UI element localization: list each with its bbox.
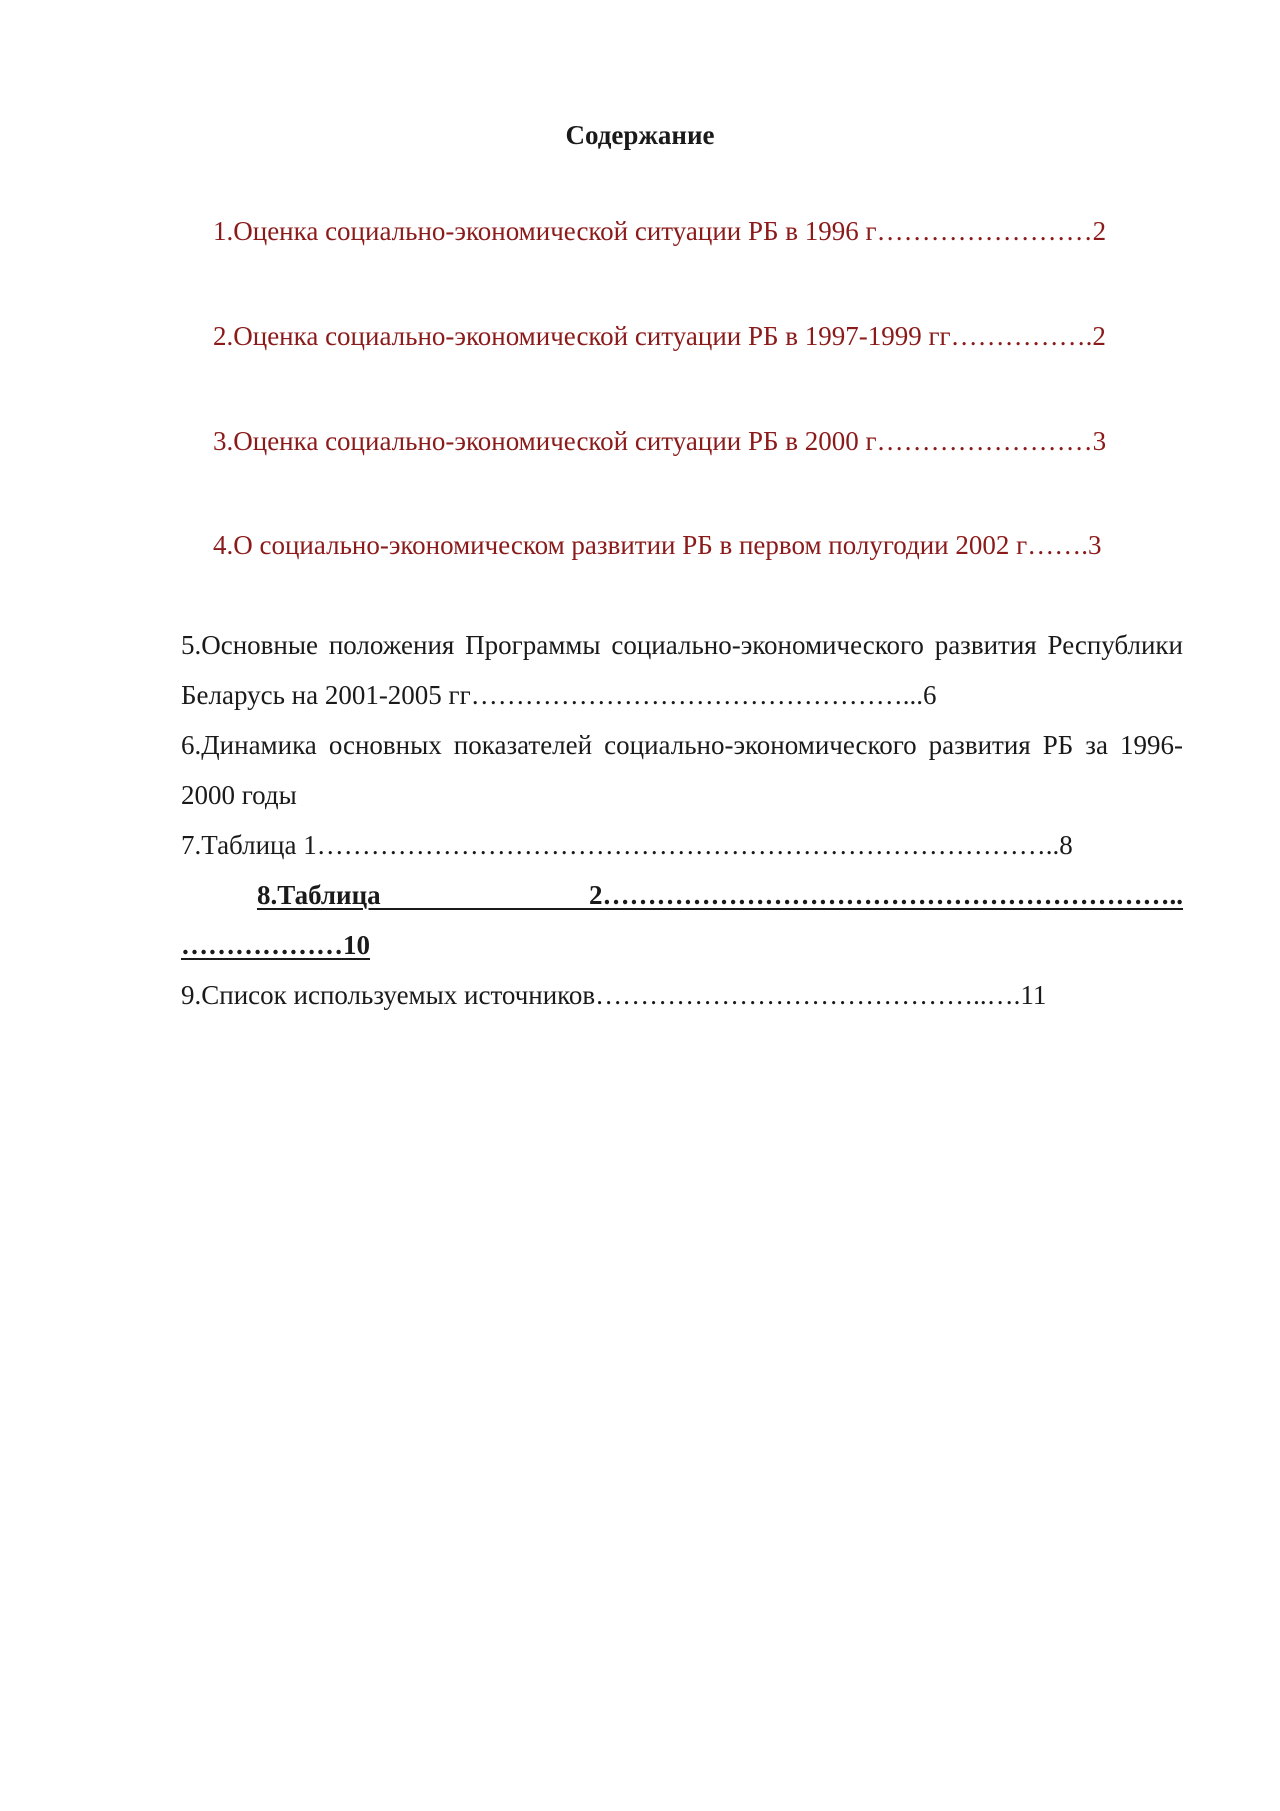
toc-item-8-line-2: ………………10 <box>181 930 370 960</box>
toc-item-8-line-1: 8.Таблица 2……………………………………………………….. <box>257 880 1183 910</box>
toc-item-6: 6.Динамика основных показателей социально-экономического развития РБ за 1996-2000 годы <box>181 730 1183 810</box>
toc-item-5: 5.Основные положения Программы социально-экономического развития Республики Беларусь на 2001-2005 гг…………………………………………...6 <box>181 630 1183 710</box>
toc-item-8 <box>181 870 1183 970</box>
toc-item-1: 1.Оценка социально-экономической ситуации РБ в 1996 г……………………2 <box>213 216 1107 246</box>
toc-item-7: 7.Таблица 1………………………………………………………………………..8 <box>181 830 1073 860</box>
toc-item-9: 9.Список используемых источников……………………………………..….11 <box>181 980 1047 1010</box>
page-title: Содержание <box>565 120 715 150</box>
toc-item-4: 4.О социально-экономическом развитии РБ в первом полугодии 2002 г…….3 <box>213 530 1102 560</box>
toc-item-3: 3.Оценка социально-экономической ситуации РБ в 2000 г……………………3 <box>213 426 1107 456</box>
toc-item-2: 2.Оценка социально-экономической ситуации РБ в 1997-1999 гг…………….2 <box>213 321 1106 351</box>
